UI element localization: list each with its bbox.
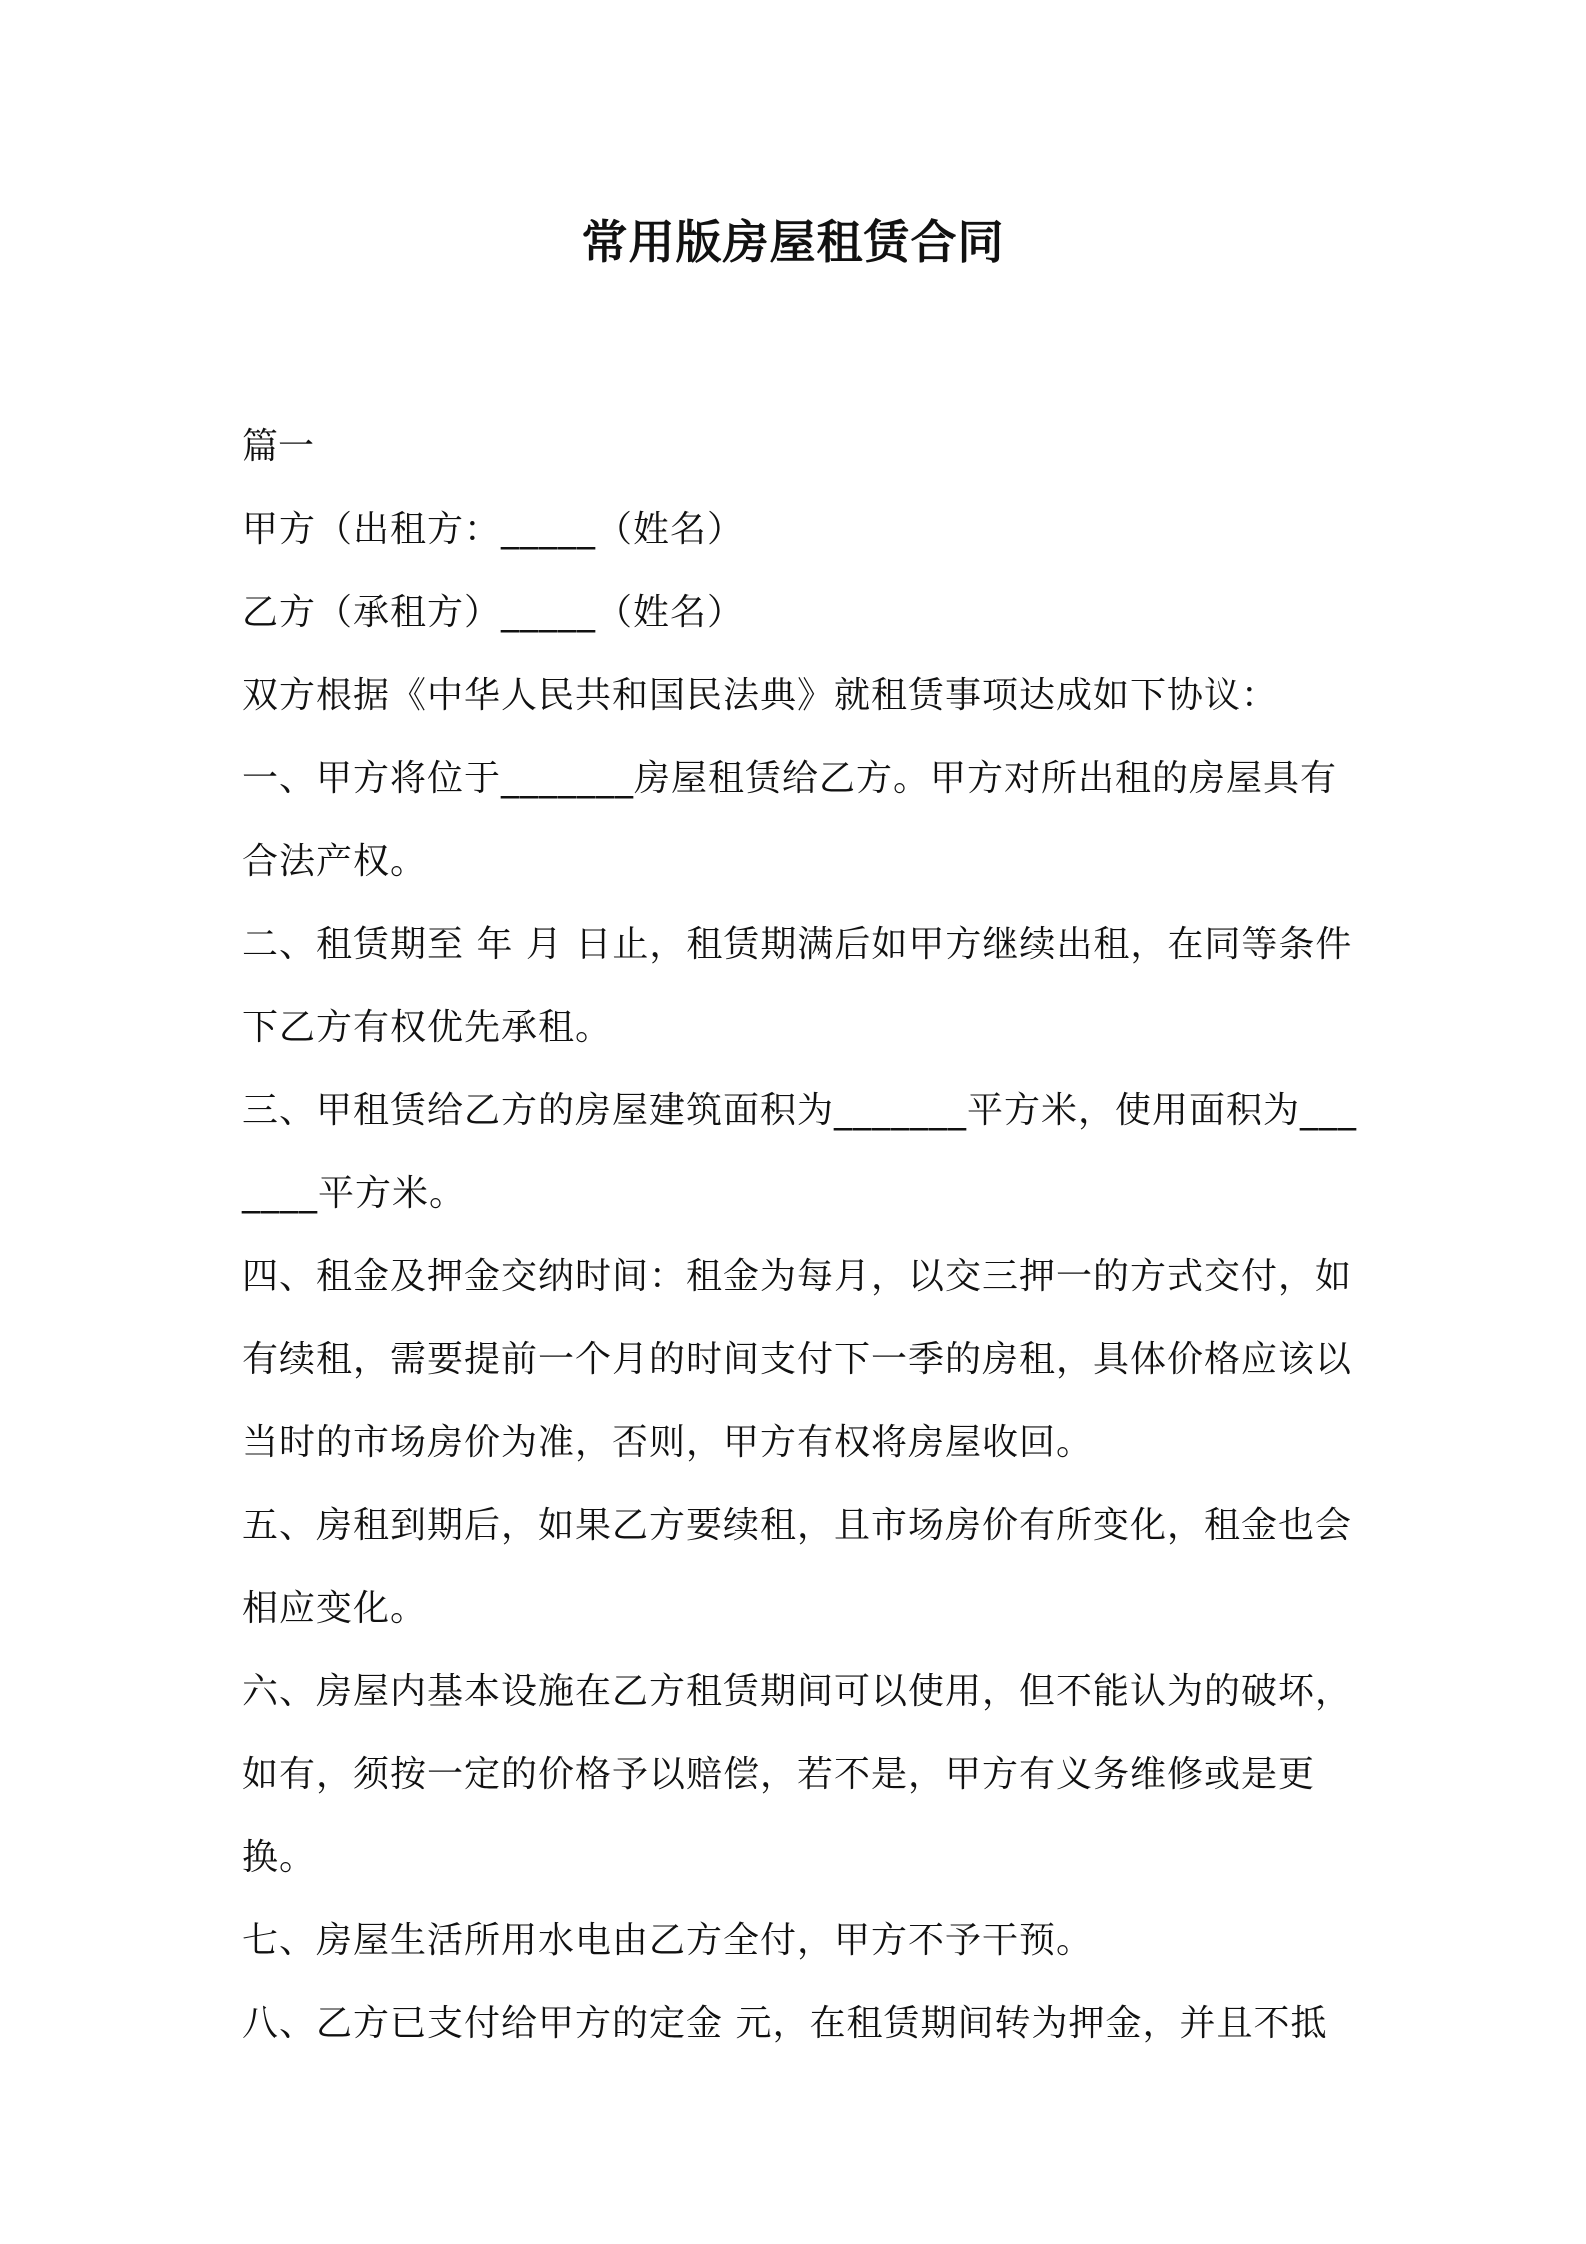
document-body: [242, 405, 1362, 2065]
clause-8: 八、乙方已支付给甲方的定金 元，在租赁期间转为押金，并且不抵: [242, 2003, 1328, 2044]
clause-3: 三、甲租赁给乙方的房屋建筑面积为_______平方米，使用面积为_______平方米。: [242, 1090, 1358, 1214]
clause-1: 一、甲方将位于_______房屋租赁给乙方。甲方对所出租的房屋具有合法产权。: [242, 758, 1338, 882]
section-label: 篇一: [242, 426, 315, 467]
clause-5: 五、房租到期后，如果乙方要续租，且市场房价有所变化，租金也会相应变化。: [242, 1505, 1353, 1629]
clause-2: 二、租赁期至 年 月 日止，租赁期满后如甲方继续出租，在同等条件下乙方有权优先承租。: [242, 924, 1353, 1048]
clause-7: 七、房屋生活所用水电由乙方全付，甲方不予干预。: [242, 1920, 1094, 1961]
clause-6: 六、房屋内基本设施在乙方租赁期间可以使用，但不能认为的破坏，如有，须按一定的价格予以赔偿，若不是，甲方有义务维修或是更换。: [242, 1671, 1353, 1878]
paragraph-agreement-intro: 双方根据《中华人民共和国民法典》就租赁事项达成如下协议：: [242, 675, 1279, 716]
paragraph-party-b: 乙方（承租方）_____（姓名）: [242, 592, 745, 633]
document-title: 常用版房屋租赁合同: [581, 215, 1005, 269]
clause-4: 四、租金及押金交纳时间：租金为每月，以交三押一的方式交付，如有续租，需要提前一个月的时间支付下一季的房租，具体价格应该以当时的市场房价为准，否则，甲方有权将房屋收回。: [242, 1256, 1353, 1463]
paragraph-party-a: 甲方（出租方：_____（姓名）: [242, 509, 745, 550]
